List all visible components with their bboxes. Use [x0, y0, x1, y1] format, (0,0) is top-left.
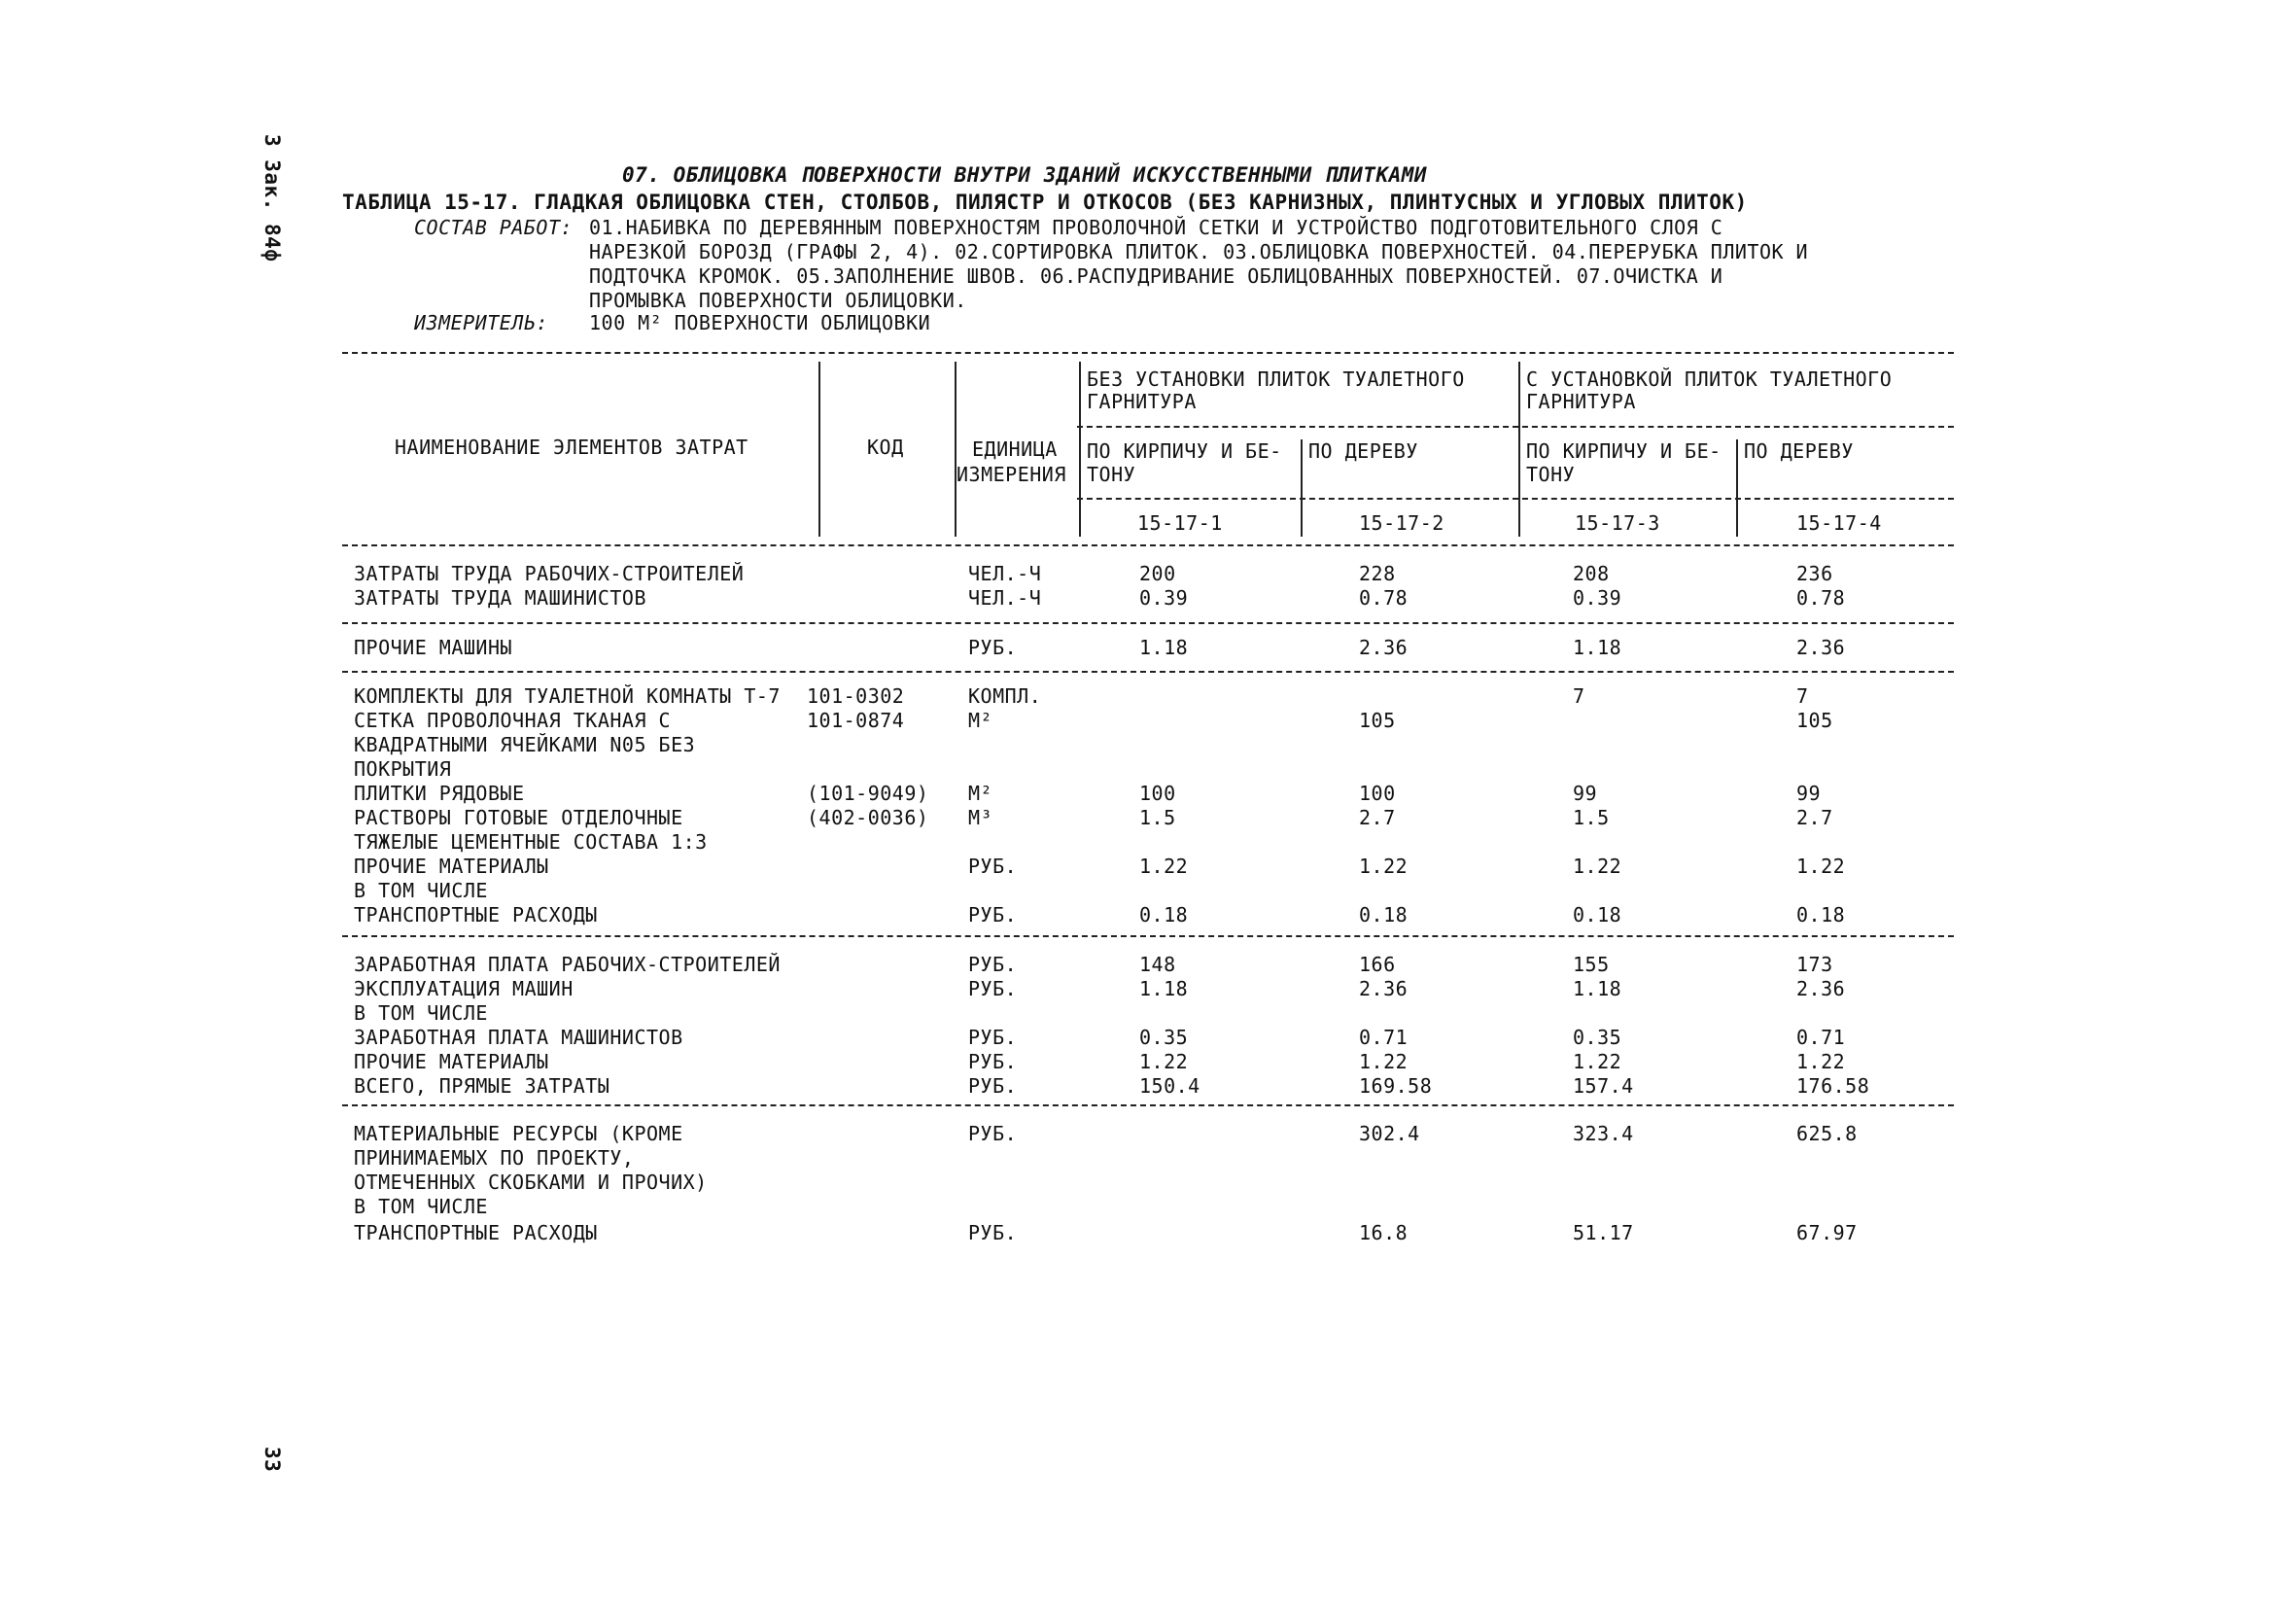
header-code: КОД [867, 436, 904, 459]
header-code-col4: 15-17-4 [1796, 511, 1882, 535]
value-cell: 1.22 [1573, 855, 1622, 878]
header-sub-brick-1: ПО КИРПИЧУ И БЕ- [1526, 439, 1722, 463]
cost-element-name: СЕТКА ПРОВОЛОЧНАЯ ТКАНАЯ С [354, 709, 672, 732]
unit-of-measure: М³ [968, 806, 993, 829]
value-cell: 176.58 [1796, 1074, 1870, 1098]
cost-element-name: ПРИНИМАЕМЫХ ПО ПРОЕКТУ, [354, 1146, 635, 1170]
value-cell: 200 [1139, 562, 1176, 585]
header-code-col1: 15-17-1 [1137, 511, 1223, 535]
value-cell: 166 [1359, 953, 1396, 976]
value-cell: 0.71 [1796, 1026, 1846, 1049]
value-cell: 625.8 [1796, 1122, 1858, 1145]
unit-of-measure: РУБ. [968, 1050, 1018, 1073]
composition-line: ПРОМЫВКА ПОВЕРХНОСТИ ОБЛИЦОВКИ. [589, 289, 967, 312]
cost-element-name: ЗАТРАТЫ ТРУДА РАБОЧИХ-СТРОИТЕЛЕЙ [354, 562, 745, 585]
composition-line: НАРЕЗКОЙ БОРОЗД (ГРАФЫ 2, 4). 02.СОРТИРОВКА ПЛИТОК. 03.ОБЛИЦОВКА ПОВЕРХНОСТЕЙ. 04.ПЕРЕРУБКА ПЛИТОК И [589, 240, 1809, 263]
value-cell: 1.22 [1139, 1050, 1189, 1073]
cost-element-name: ЭКСПЛУАТАЦИЯ МАШИН [354, 977, 574, 1000]
col-sep [955, 362, 957, 537]
resource-code: (101-9049) [807, 782, 929, 805]
cost-element-name: В ТОМ ЧИСЛЕ [354, 879, 488, 902]
value-cell: 0.18 [1359, 903, 1409, 926]
cost-element-name: ТРАНСПОРТНЫЕ РАСХОДЫ [354, 1221, 598, 1244]
cost-element-name: ПРОЧИЕ МАТЕРИАЛЫ [354, 855, 549, 878]
resource-code: 101-0302 [807, 684, 905, 708]
value-cell: 173 [1796, 953, 1833, 976]
header-sub-brick-2: ТОНУ [1087, 463, 1136, 486]
header-group2-line1: С УСТАНОВКОЙ ПЛИТОК ТУАЛЕТНОГО [1526, 367, 1893, 391]
value-cell: 157.4 [1573, 1074, 1634, 1098]
value-cell: 105 [1359, 709, 1396, 732]
cost-element-name: ОТМЕЧЕННЫХ СКОБКАМИ И ПРОЧИХ) [354, 1171, 708, 1194]
unit-of-measure: РУБ. [968, 1026, 1018, 1049]
header-sub-brick-2: ТОНУ [1526, 463, 1576, 486]
composition-label: СОСТАВ РАБОТ: [414, 216, 574, 239]
value-cell: 0.35 [1139, 1026, 1189, 1049]
col-sep [818, 362, 820, 537]
cost-element-name: ПЛИТКИ РЯДОВЫЕ [354, 782, 525, 805]
unit-of-measure: М² [968, 782, 993, 805]
value-cell: 0.78 [1359, 586, 1409, 610]
value-cell: 0.78 [1796, 586, 1846, 610]
value-cell: 2.36 [1796, 636, 1846, 659]
unit-of-measure: РУБ. [968, 636, 1018, 659]
value-cell: 99 [1796, 782, 1822, 805]
meter-value: 100 М² ПОВЕРХНОСТИ ОБЛИЦОВКИ [589, 311, 931, 334]
section-title: 07. ОБЛИЦОВКА ПОВЕРХНОСТИ ВНУТРИ ЗДАНИЙ ИСКУССТВЕННЫМИ ПЛИТКАМИ [622, 163, 1428, 187]
unit-of-measure: РУБ. [968, 953, 1018, 976]
header-code-col3: 15-17-3 [1575, 511, 1660, 535]
value-cell: 148 [1139, 953, 1176, 976]
value-cell: 1.22 [1573, 1050, 1622, 1073]
unit-of-measure: М² [968, 709, 993, 732]
unit-of-measure: РУБ. [968, 855, 1018, 878]
cost-element-name: КВАДРАТНЫМИ ЯЧЕЙКАМИ N05 БЕЗ [354, 733, 696, 756]
rule-top [342, 352, 1954, 354]
unit-of-measure: РУБ. [968, 977, 1018, 1000]
value-cell: 2.36 [1796, 977, 1846, 1000]
side-note: 3 Зак. 84ф [261, 134, 284, 262]
table-title: ТАБЛИЦА 15-17. ГЛАДКАЯ ОБЛИЦОВКА СТЕН, СТОЛБОВ, ПИЛЯСТР И ОТКОСОВ (БЕЗ КАРНИЗНЫХ, ПЛИНТУСНЫХ И УГЛОВЫХ ПЛИТОК) [342, 191, 1748, 214]
cost-element-name: ТЯЖЕЛЫЕ ЦЕМЕНТНЫЕ СОСТАВА 1:3 [354, 830, 708, 854]
value-cell: 2.7 [1359, 806, 1396, 829]
header-code-col2: 15-17-2 [1359, 511, 1444, 535]
header-name: НАИМЕНОВАНИЕ ЭЛЕМЕНТОВ ЗАТРАТ [395, 436, 748, 459]
unit-of-measure: КОМПЛ. [968, 684, 1042, 708]
value-cell: 150.4 [1139, 1074, 1200, 1098]
value-cell: 99 [1573, 782, 1598, 805]
meter-label: ИЗМЕРИТЕЛЬ: [414, 311, 548, 334]
rule-group-3 [342, 935, 1954, 937]
resource-code: (402-0036) [807, 806, 929, 829]
value-cell: 67.97 [1796, 1221, 1858, 1244]
cost-element-name: ЗАТРАТЫ ТРУДА МАШИНИСТОВ [354, 586, 646, 610]
composition-line: 01.НАБИВКА ПО ДЕРЕВЯННЫМ ПОВЕРХНОСТЯМ ПРОВОЛОЧНОЙ СЕТКИ И УСТРОЙСТВО ПОДГОТОВИТЕЛЬНОГО СЛОЯ С [589, 216, 1723, 239]
value-cell: 0.39 [1573, 586, 1622, 610]
value-cell: 0.18 [1573, 903, 1622, 926]
cost-element-name: МАТЕРИАЛЬНЫЕ РЕСУРСЫ (КРОМЕ [354, 1122, 683, 1145]
value-cell: 228 [1359, 562, 1396, 585]
value-cell: 100 [1139, 782, 1176, 805]
header-sub-wood: ПО ДЕРЕВУ [1308, 439, 1418, 463]
value-cell: 1.22 [1359, 1050, 1409, 1073]
value-cell: 0.35 [1573, 1026, 1622, 1049]
value-cell: 1.22 [1796, 1050, 1846, 1073]
value-cell: 2.7 [1796, 806, 1833, 829]
value-cell: 323.4 [1573, 1122, 1634, 1145]
rule-header-bottom [342, 544, 1954, 546]
cost-element-name: КОМПЛЕКТЫ ДЛЯ ТУАЛЕТНОЙ КОМНАТЫ Т-7 [354, 684, 781, 708]
value-cell: 7 [1796, 684, 1809, 708]
rule-group-4 [342, 1104, 1954, 1106]
cost-element-name: ПРОЧИЕ МАТЕРИАЛЫ [354, 1050, 549, 1073]
value-cell: 105 [1796, 709, 1833, 732]
cost-element-name: В ТОМ ЧИСЛЕ [354, 1001, 488, 1025]
cost-element-name: ПОКРЫТИЯ [354, 757, 452, 781]
value-cell: 2.36 [1359, 636, 1409, 659]
unit-of-measure: ЧЕЛ.-Ч [968, 562, 1042, 585]
rule-group-2 [342, 671, 1954, 673]
resource-code: 101-0874 [807, 709, 905, 732]
composition-line: ПОДТОЧКА КРОМОК. 05.ЗАПОЛНЕНИЕ ШВОВ. 06.РАСПУДРИВАНИЕ ОБЛИЦОВАННЫХ ПОВЕРХНОСТЕЙ. 07.ОЧИСТКА И [589, 264, 1723, 288]
cost-element-name: ПРОЧИЕ МАШИНЫ [354, 636, 513, 659]
value-cell: 51.17 [1573, 1221, 1634, 1244]
cost-element-name: ТРАНСПОРТНЫЕ РАСХОДЫ [354, 903, 598, 926]
cost-element-name: ВСЕГО, ПРЯМЫЕ ЗАТРАТЫ [354, 1074, 610, 1098]
value-cell: 1.22 [1796, 855, 1846, 878]
value-cell: 155 [1573, 953, 1610, 976]
value-cell: 2.36 [1359, 977, 1409, 1000]
unit-of-measure: РУБ. [968, 1221, 1018, 1244]
unit-of-measure: РУБ. [968, 1074, 1018, 1098]
cost-element-name: ЗАРАБОТНАЯ ПЛАТА МАШИНИСТОВ [354, 1026, 683, 1049]
page-number: 33 [261, 1447, 284, 1473]
header-unit-2: ИЗМЕРЕНИЯ [957, 463, 1066, 486]
header-sub-brick-1: ПО КИРПИЧУ И БЕ- [1087, 439, 1282, 463]
header-group2-line2: ГАРНИТУРА [1526, 390, 1636, 413]
rule-group-1 [342, 622, 1954, 624]
header-group1-line1: БЕЗ УСТАНОВКИ ПЛИТОК ТУАЛЕТНОГО [1087, 367, 1465, 391]
value-cell: 100 [1359, 782, 1396, 805]
rule-group [1077, 426, 1954, 428]
value-cell: 16.8 [1359, 1221, 1409, 1244]
col-sep [1079, 362, 1081, 537]
value-cell: 0.39 [1139, 586, 1189, 610]
header-unit-1: ЕДИНИЦА [972, 437, 1058, 461]
value-cell: 0.71 [1359, 1026, 1409, 1049]
col-sep [1518, 362, 1520, 537]
value-cell: 1.22 [1139, 855, 1189, 878]
unit-of-measure: РУБ. [968, 1122, 1018, 1145]
cost-element-name: РАСТВОРЫ ГОТОВЫЕ ОТДЕЛОЧНЫЕ [354, 806, 683, 829]
composition-text [589, 216, 1808, 313]
value-cell: 0.18 [1796, 903, 1846, 926]
header-group1-line2: ГАРНИТУРА [1087, 390, 1197, 413]
unit-of-measure: РУБ. [968, 903, 1018, 926]
value-cell: 1.18 [1139, 636, 1189, 659]
header-sub-wood: ПО ДЕРЕВУ [1744, 439, 1854, 463]
value-cell: 1.18 [1139, 977, 1189, 1000]
col-sep [1301, 439, 1303, 537]
value-cell: 1.22 [1359, 855, 1409, 878]
rule-sub [1077, 498, 1954, 500]
value-cell: 236 [1796, 562, 1833, 585]
value-cell: 208 [1573, 562, 1610, 585]
value-cell: 1.5 [1573, 806, 1610, 829]
value-cell: 7 [1573, 684, 1585, 708]
col-sep [1736, 439, 1738, 537]
cost-element-name: ЗАРАБОТНАЯ ПЛАТА РАБОЧИХ-СТРОИТЕЛЕЙ [354, 953, 781, 976]
value-cell: 169.58 [1359, 1074, 1433, 1098]
value-cell: 302.4 [1359, 1122, 1420, 1145]
unit-of-measure: ЧЕЛ.-Ч [968, 586, 1042, 610]
value-cell: 1.5 [1139, 806, 1176, 829]
value-cell: 0.18 [1139, 903, 1189, 926]
value-cell: 1.18 [1573, 636, 1622, 659]
value-cell: 1.18 [1573, 977, 1622, 1000]
cost-element-name: В ТОМ ЧИСЛЕ [354, 1195, 488, 1218]
